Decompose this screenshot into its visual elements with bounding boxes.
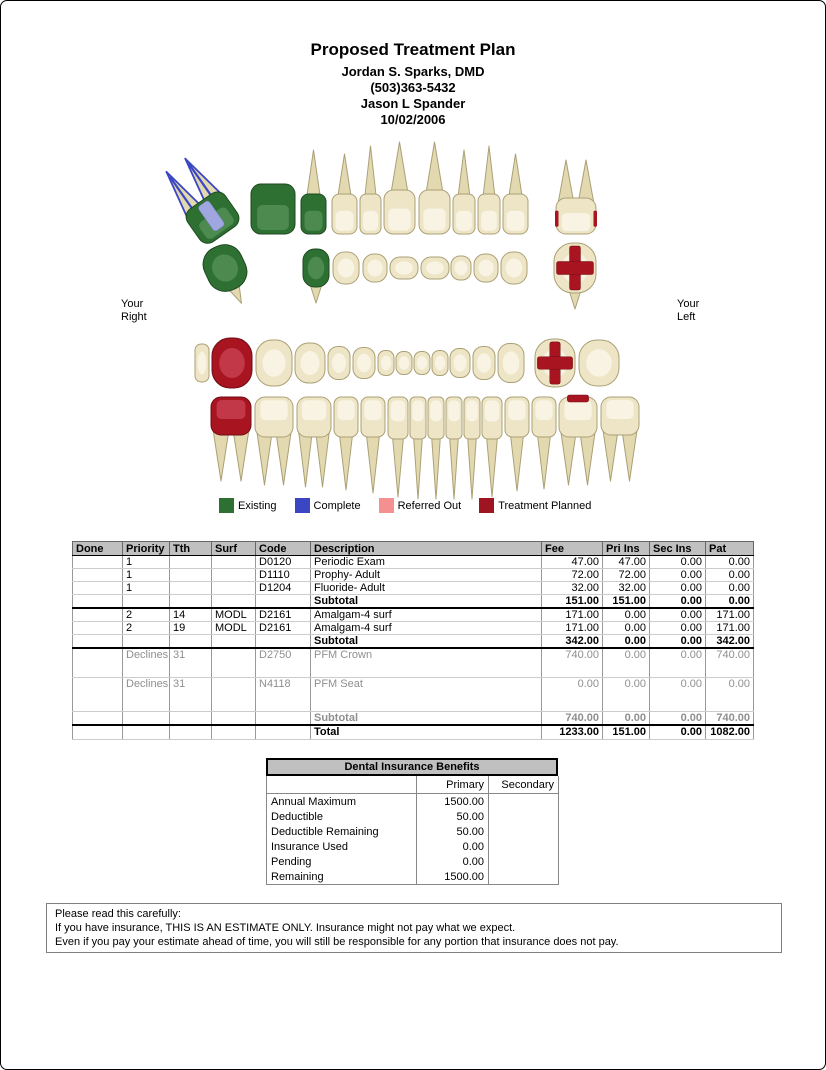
your-right-label [121, 298, 147, 324]
insurance-cell: Remaining [271, 870, 324, 883]
fee-cell: 0.00 [603, 635, 650, 649]
fee-col-header: Tth [170, 542, 212, 556]
fee-cell: 47.00 [603, 556, 650, 569]
fee-cell [212, 569, 256, 582]
fee-cell [256, 725, 311, 740]
fee-cell [123, 635, 170, 649]
fee-row [73, 725, 754, 740]
tooth-lower-facial-11 [482, 397, 502, 497]
tooth-lower-facial-3 [297, 397, 331, 487]
tooth-upper-facial-11 [555, 160, 597, 234]
tooth-upper-facial-9 [478, 146, 500, 234]
fee-cell: 171.00 [706, 622, 754, 635]
fee-cell: Subtotal [311, 635, 542, 649]
fee-cell: PFM Seat [311, 677, 542, 711]
fee-cell: Periodic Exam [311, 556, 542, 569]
fee-cell: 0.00 [650, 595, 706, 609]
fee-row [73, 648, 754, 677]
your-right-line1: Your [121, 298, 144, 310]
tooth-lower-occlusal-6 [353, 348, 375, 379]
fee-cell: 1082.00 [706, 725, 754, 740]
fee-cell: 0.00 [650, 648, 706, 677]
insurance-cell: Annual Maximum [271, 795, 356, 808]
insurance-cell: 0.00 [417, 854, 489, 869]
fee-cell: 1233.00 [542, 725, 603, 740]
fee-cell: 1 [123, 582, 170, 595]
tooth-lower-facial-8 [428, 397, 444, 499]
tooth-lower-occlusal-7 [378, 351, 394, 376]
fee-cell: 740.00 [542, 648, 603, 677]
legend-label: Treatment Planned [498, 499, 592, 512]
tooth-lower-occlusal-3 [256, 340, 292, 386]
fee-cell [212, 556, 256, 569]
fee-cell [123, 711, 170, 725]
fee-table-header-row [73, 542, 754, 556]
patient-name: Jason L Spander [360, 96, 466, 111]
fee-col-header: Priority [123, 542, 170, 556]
fee-cell: D0120 [256, 556, 311, 569]
tooth-lower-occlusal-13 [498, 344, 524, 383]
fee-row [73, 569, 754, 582]
legend-item-referred-out [379, 498, 462, 513]
fee-cell: 0.00 [706, 569, 754, 582]
tooth-lower-facial-4 [334, 397, 358, 490]
fee-cell [73, 711, 123, 725]
fee-cell [170, 595, 212, 609]
fee-cell: 0.00 [542, 677, 603, 711]
insurance-cell [489, 839, 559, 854]
fee-cell: PFM Crown [311, 648, 542, 677]
your-left-line2: Left [677, 311, 696, 323]
fee-row [73, 595, 754, 609]
fee-cell: D2161 [256, 608, 311, 622]
insurance-cell: 50.00 [417, 824, 489, 839]
fee-cell: 1 [123, 569, 170, 582]
fee-cell [73, 648, 123, 677]
chart-legend [219, 498, 591, 513]
insurance-cell [489, 824, 559, 839]
your-left-line1: Your [677, 298, 700, 310]
fee-cell: 0.00 [603, 711, 650, 725]
fee-cell [212, 595, 256, 609]
fee-cell [170, 556, 212, 569]
fee-col-header: Fee [542, 542, 603, 556]
plan-date: 10/02/2006 [380, 112, 446, 127]
fee-cell: Total [311, 725, 542, 740]
fee-row [73, 635, 754, 649]
fee-cell: 740.00 [706, 648, 754, 677]
fee-col-header: Description [311, 542, 542, 556]
fee-cell: 19 [170, 622, 212, 635]
fee-cell: 0.00 [603, 622, 650, 635]
fee-cell: 0.00 [650, 677, 706, 711]
tooth-lower-occlusal-4 [295, 343, 325, 383]
tooth-lower-facial-13 [532, 397, 556, 489]
fee-cell [73, 725, 123, 740]
tooth-lower-occlusal-9 [414, 352, 430, 375]
fee-col-header: Sec Ins [650, 542, 706, 556]
fee-cell: 0.00 [603, 677, 650, 711]
fee-cell: 171.00 [542, 622, 603, 635]
tooth-lower-facial-15 [601, 397, 639, 481]
fee-cell [212, 725, 256, 740]
tooth-upper-facial-2 [251, 184, 295, 234]
fee-col-header: Pri Ins [603, 542, 650, 556]
fee-cell [212, 677, 256, 711]
tooth-upper-facial-5 [360, 146, 381, 234]
fee-cell: 0.00 [650, 556, 706, 569]
fee-cell: Subtotal [311, 595, 542, 609]
tooth-lower-facial-14 [559, 395, 597, 485]
fee-cell: Fluoride- Adult [311, 582, 542, 595]
fee-table-container [72, 541, 754, 740]
tooth-upper-facial-4 [332, 154, 357, 234]
insurance-cell: 1500.00 [417, 869, 489, 885]
fee-cell: D1110 [256, 569, 311, 582]
legend-swatch [479, 498, 494, 513]
fee-cell: 0.00 [706, 556, 754, 569]
fee-cell [170, 711, 212, 725]
fee-cell: 342.00 [542, 635, 603, 649]
fee-cell: N4118 [256, 677, 311, 711]
fee-cell: 0.00 [706, 582, 754, 595]
fee-cell [73, 635, 123, 649]
fee-cell: 0.00 [650, 622, 706, 635]
fee-cell: MODL [212, 608, 256, 622]
tooth-lower-occlusal-15 [579, 340, 619, 386]
fee-cell: 0.00 [603, 608, 650, 622]
legend-label: Existing [238, 499, 277, 512]
tooth-upper-occlusal-4 [363, 254, 387, 282]
tooth-upper-occlusal-6 [421, 257, 449, 279]
insurance-row [267, 824, 559, 839]
fee-cell: Prophy- Adult [311, 569, 542, 582]
fee-cell [123, 595, 170, 609]
tooth-lower-facial-5 [361, 397, 385, 493]
page-title: Proposed Treatment Plan [310, 40, 516, 59]
fee-cell: Declines [123, 677, 170, 711]
insurance-row [267, 869, 559, 885]
fee-cell: 14 [170, 608, 212, 622]
insurance-cell: Pending [271, 855, 312, 868]
fee-cell: 740.00 [706, 711, 754, 725]
legend-swatch [379, 498, 394, 513]
insurance-row [267, 839, 559, 854]
fee-cell [212, 711, 256, 725]
fee-row [73, 556, 754, 569]
disclaimer-line3: Even if you pay your estimate ahead of time, you will still be responsible for any portion that insurance does not pay. [55, 936, 619, 948]
tooth-lower-occlusal-11 [450, 349, 470, 378]
insurance-cell: 50.00 [417, 809, 489, 824]
fee-cell: 171.00 [706, 608, 754, 622]
fee-row [73, 677, 754, 711]
fee-cell: 0.00 [650, 569, 706, 582]
fee-cell: 0.00 [650, 725, 706, 740]
legend-label: Complete [313, 499, 361, 512]
fee-cell: 72.00 [542, 569, 603, 582]
tooth-lower-occlusal-1 [195, 344, 209, 382]
insurance-title: Dental Insurance Benefits [266, 758, 558, 776]
tooth-lower-facial-1 [211, 397, 251, 481]
provider-name: Jordan S. Sparks, DMD [341, 64, 485, 79]
tooth-lower-occlusal-14 [535, 339, 575, 387]
fee-cell: 0.00 [603, 648, 650, 677]
fee-cell: 72.00 [603, 569, 650, 582]
disclaimer-line1: Please read this carefully: [55, 908, 181, 920]
tooth-lower-occlusal-2 [212, 338, 252, 388]
fee-cell [73, 595, 123, 609]
fee-cell: D1204 [256, 582, 311, 595]
insurance-cell [489, 809, 559, 824]
tooth-lower-occlusal-10 [432, 351, 448, 376]
disclaimer-box [46, 903, 782, 953]
insurance-cell [489, 854, 559, 869]
tooth-lower-occlusal-8 [396, 352, 412, 375]
fee-cell: Amalgam-4 surf [311, 622, 542, 635]
tooth-upper-facial-6 [384, 142, 415, 234]
tooth-upper-facial-8 [453, 150, 475, 234]
fee-cell: 31 [170, 677, 212, 711]
tooth-upper-occlusal-9 [501, 252, 527, 284]
tooth-upper-facial-1 [157, 152, 243, 247]
insurance-col-header: Secondary [489, 776, 559, 794]
insurance-cell [489, 869, 559, 885]
fee-cell: 1 [123, 556, 170, 569]
insurance-cell: Deductible [271, 810, 323, 823]
fee-cell: 151.00 [603, 595, 650, 609]
fee-cell: 0.00 [706, 595, 754, 609]
insurance-cell: Insurance Used [271, 840, 349, 853]
fee-cell: Amalgam-4 surf [311, 608, 542, 622]
insurance-col-header: Primary [417, 776, 489, 794]
legend-swatch [295, 498, 310, 513]
tooth-lower-facial-7 [410, 397, 426, 499]
fee-col-header: Code [256, 542, 311, 556]
legend-label: Referred Out [397, 499, 462, 512]
legend-item-complete [295, 498, 361, 513]
fee-cell [73, 677, 123, 711]
fee-row [73, 622, 754, 635]
dental-chart [193, 138, 641, 498]
fee-cell: 0.00 [650, 711, 706, 725]
fee-cell: D2750 [256, 648, 311, 677]
fee-cell: 151.00 [542, 595, 603, 609]
insurance-cell: 1500.00 [417, 794, 489, 810]
tooth-upper-occlusal-2 [303, 249, 329, 303]
legend-item-treatment-planned [479, 498, 591, 513]
fee-cell: MODL [212, 622, 256, 635]
document-header [1, 40, 825, 128]
your-left-label [677, 298, 699, 324]
legend-item-existing [219, 498, 277, 513]
insurance-table [266, 776, 559, 885]
fee-col-header: Surf [212, 542, 256, 556]
fee-cell: 32.00 [603, 582, 650, 595]
fee-cell [123, 725, 170, 740]
fee-cell [170, 582, 212, 595]
fee-cell: 0.00 [650, 582, 706, 595]
fee-cell [170, 569, 212, 582]
fee-cell: 0.00 [706, 677, 754, 711]
fee-cell [73, 569, 123, 582]
insurance-row [267, 794, 559, 810]
fee-cell: 740.00 [542, 711, 603, 725]
insurance-col-header [267, 776, 417, 794]
tooth-upper-facial-3 [301, 150, 326, 234]
tooth-upper-occlusal-10 [554, 243, 596, 309]
fee-table [72, 541, 754, 740]
tooth-lower-facial-10 [464, 397, 480, 499]
your-right-line2: Right [121, 311, 147, 323]
fee-cell: 151.00 [603, 725, 650, 740]
fee-cell [170, 725, 212, 740]
fee-cell [73, 622, 123, 635]
fee-cell [73, 582, 123, 595]
fee-cell: 0.00 [650, 608, 706, 622]
fee-cell: Declines [123, 648, 170, 677]
insurance-header-row [267, 776, 559, 794]
fee-cell: 2 [123, 608, 170, 622]
tooth-upper-occlusal-5 [390, 257, 418, 279]
insurance-cell: 0.00 [417, 839, 489, 854]
fee-col-header: Done [73, 542, 123, 556]
insurance-cell: Deductible Remaining [271, 825, 379, 838]
tooth-upper-occlusal-1 [197, 239, 259, 312]
insurance-cell [489, 794, 559, 810]
fee-cell [212, 648, 256, 677]
insurance-benefits-box [266, 758, 558, 885]
fee-row [73, 711, 754, 725]
fee-cell: 2 [123, 622, 170, 635]
fee-cell: 171.00 [542, 608, 603, 622]
tooth-lower-facial-2 [255, 397, 293, 485]
provider-phone: (503)363-5432 [370, 80, 456, 95]
tooth-lower-facial-12 [505, 397, 529, 491]
fee-cell [73, 556, 123, 569]
tooth-lower-occlusal-5 [328, 347, 350, 380]
tooth-upper-facial-7 [419, 142, 450, 234]
disclaimer-line2: If you have insurance, THIS IS AN ESTIMATE ONLY. Insurance might not pay what we expect. [55, 922, 516, 934]
fee-cell: 47.00 [542, 556, 603, 569]
fee-cell [212, 582, 256, 595]
tooth-upper-occlusal-3 [333, 252, 359, 284]
fee-cell: 32.00 [542, 582, 603, 595]
insurance-row [267, 809, 559, 824]
tooth-lower-occlusal-12 [473, 347, 495, 380]
fee-cell [73, 608, 123, 622]
fee-row [73, 582, 754, 595]
fee-row [73, 608, 754, 622]
tooth-lower-facial-9 [446, 397, 462, 499]
fee-cell [256, 595, 311, 609]
fee-cell [256, 635, 311, 649]
fee-cell: D2161 [256, 622, 311, 635]
fee-col-header: Pat [706, 542, 754, 556]
fee-cell: 0.00 [650, 635, 706, 649]
tooth-upper-occlusal-8 [474, 254, 498, 282]
fee-cell: 31 [170, 648, 212, 677]
fee-cell [256, 711, 311, 725]
fee-cell: Subtotal [311, 711, 542, 725]
fee-cell [170, 635, 212, 649]
tooth-upper-occlusal-7 [451, 256, 471, 280]
tooth-upper-facial-10 [503, 154, 528, 234]
fee-cell [212, 635, 256, 649]
fee-cell: 342.00 [706, 635, 754, 649]
insurance-row [267, 854, 559, 869]
legend-swatch [219, 498, 234, 513]
tooth-lower-facial-6 [388, 397, 408, 497]
